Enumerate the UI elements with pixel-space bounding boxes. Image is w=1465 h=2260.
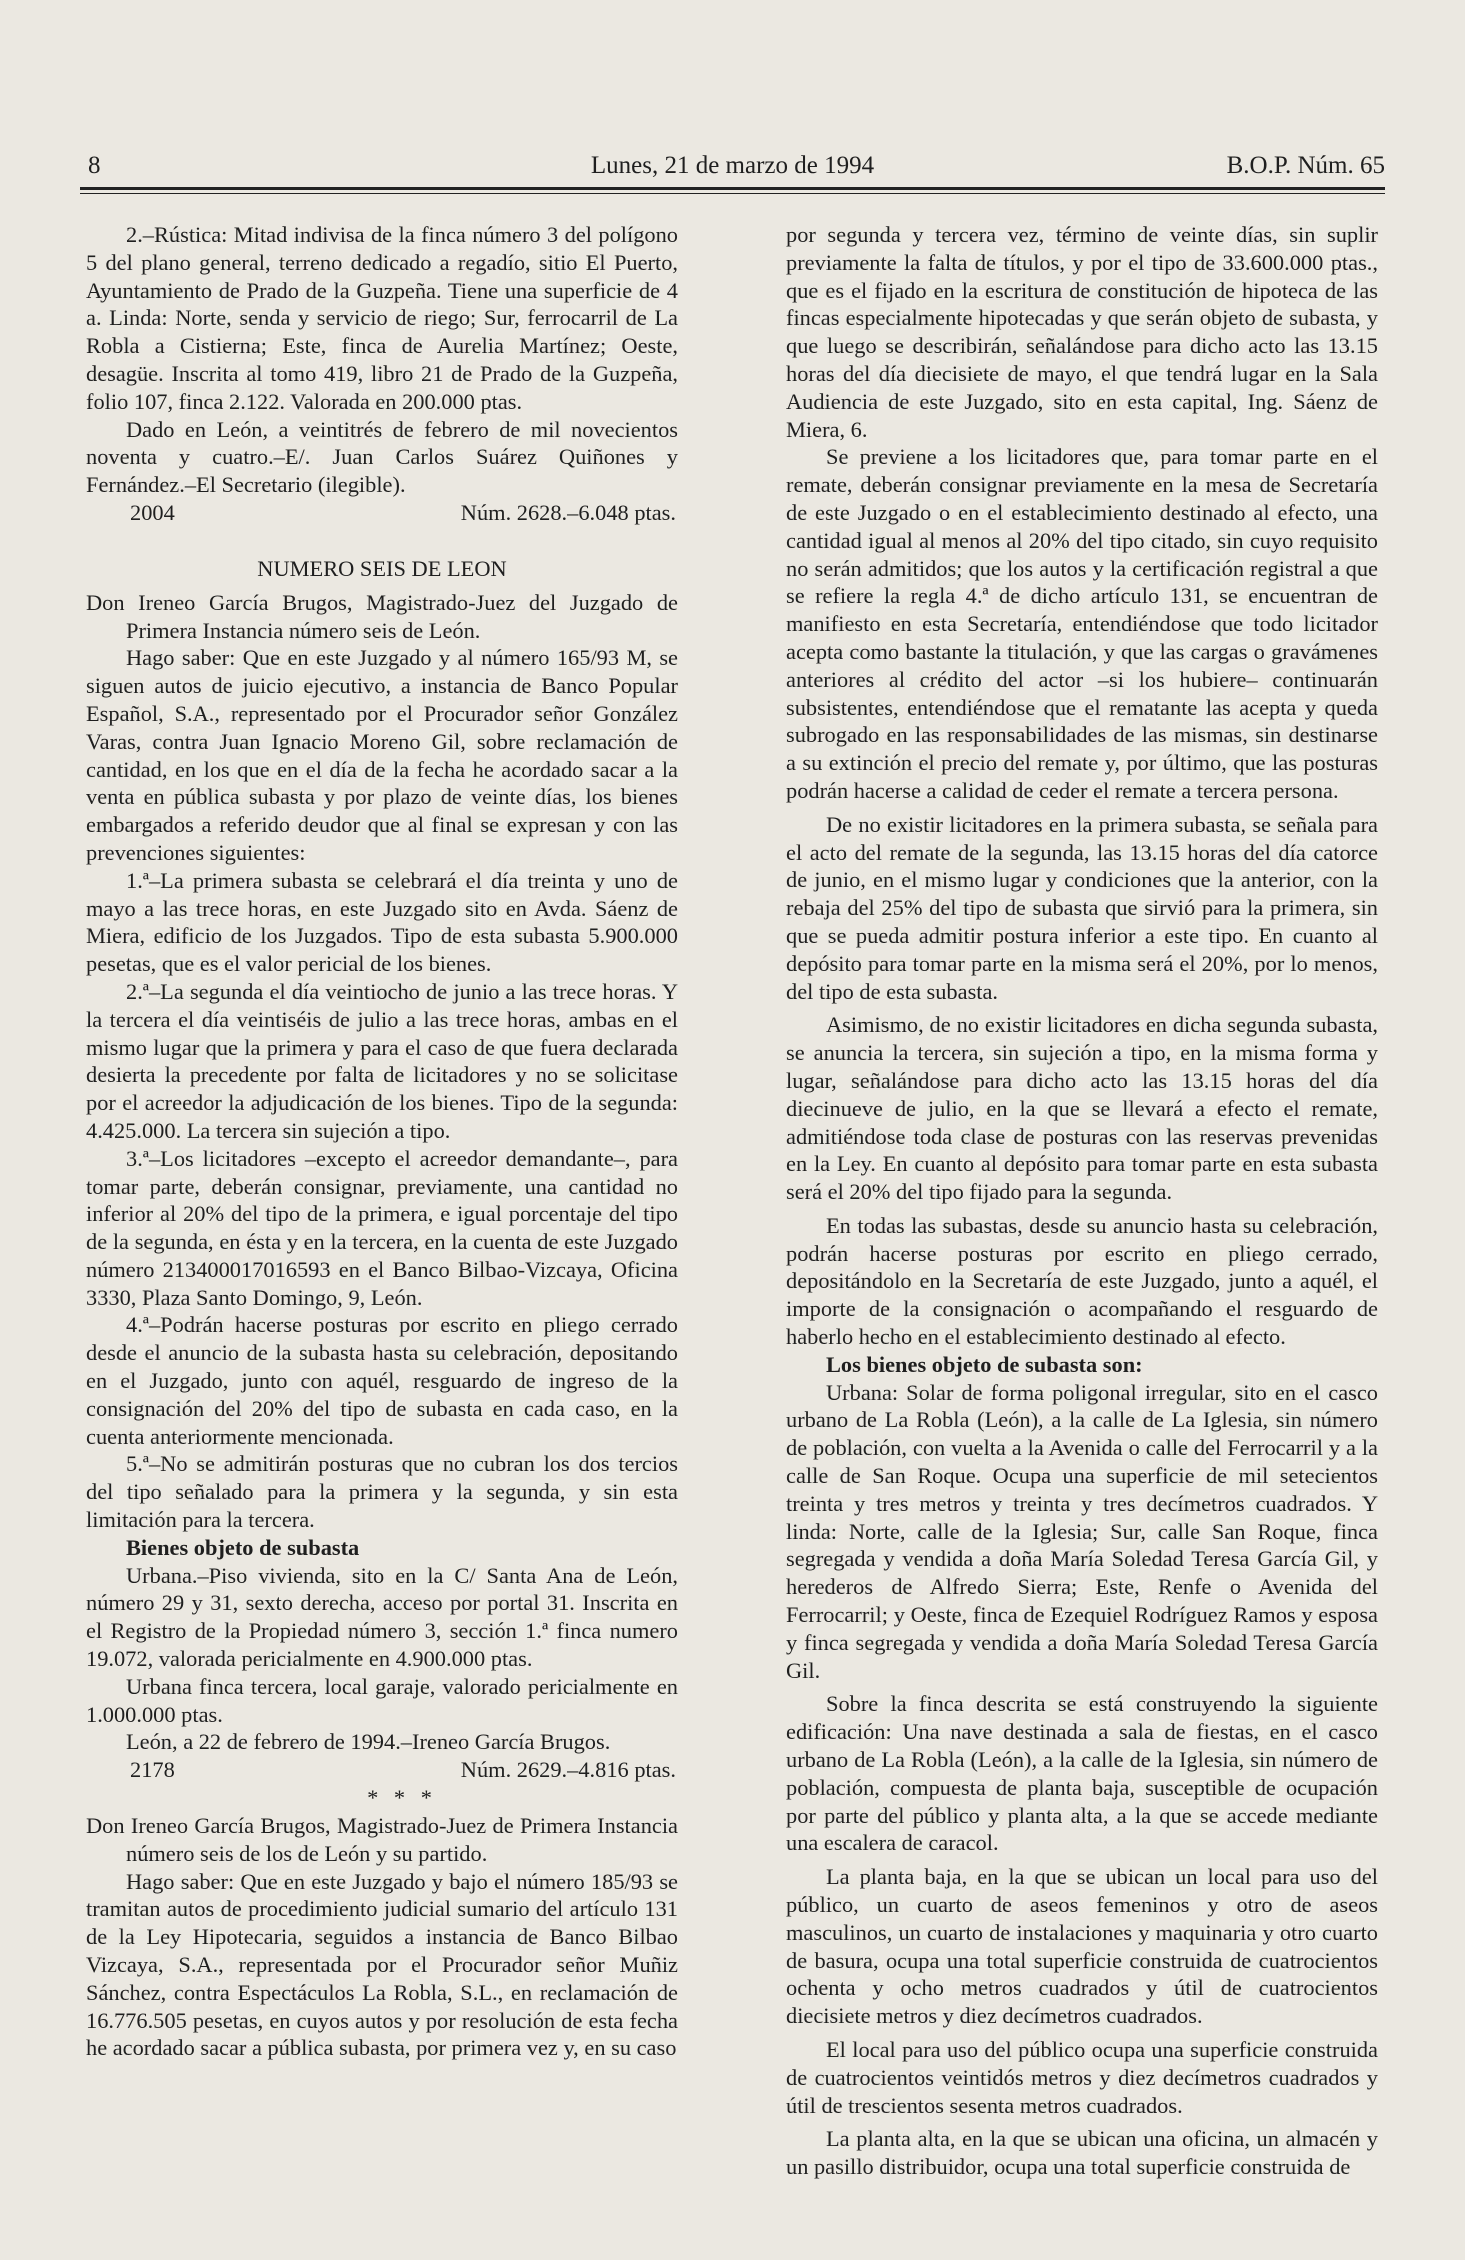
page-number: 8 bbox=[88, 152, 101, 179]
paragraph: La planta baja, en la que se ubican un local para uso del público, un cuarto de aseos femeninos y otro de aseos masculinos, un cuarto de instalaciones y maquinaria y otro cuarto de basura, ocupa una total superficie construida de cuatrocientos ochenta y ocho metros cuadrados y útil de cuatrocientos diecisiete metros y diez decímetros cuadrados. bbox=[786, 1864, 1378, 2029]
paragraph: Se previene a los licitadores que, para tomar parte en el remate, deberán consignar previamente en la mesa de Secretaría de este Juzgado o en el establecimiento destinado al efecto, una cantidad igual al menos al 20% del tipo citado, sin cuyo requisito no serán admitidos; que los autos y la certificación registral a que se refiere la regla 4.ª de dicho artículo 131, se encuentran de manifiesto en esta Secretaría, entendiéndose que todo licitador acepta como bastante la titulación, y que las cargas o gravámenes anteriores al crédito del actor –si los hubiere– continuarán subsistentes, entendiéndose que el rematante las acepta y queda subrogado en las responsabilidades de las mismas, sin destinarse a su extinción el precio del remate y, por último, que las posturas podrán hacerse a calidad de ceder el remate a tercera persona. bbox=[786, 444, 1378, 803]
header-rule-thick bbox=[80, 187, 1385, 190]
page-header bbox=[80, 152, 1385, 192]
right-column bbox=[786, 221, 1378, 2181]
judge-heading: Don Ireneo García Brugos, Magistrado-Juez de Primera Instancia número seis de los de León y su partido. bbox=[86, 1813, 678, 1866]
paragraph: Hago saber: Que en este Juzgado y al número 165/93 M, se siguen autos de juicio ejecutivo, a instancia de Banco Popular Español, S.A., representado por el Procurador señor González Varas, contra Juan Ignacio Moreno Gil, sobre reclamación de cantidad, en los que en el día de la fecha he acordado sacar a la venta en pública subasta y por plazo de veinte días, los bienes embargados a referido deudor que al final se expresan y con las prevenciones siguientes: bbox=[86, 645, 678, 865]
bulletin-number: B.O.P. Núm. 65 bbox=[1226, 152, 1385, 179]
reference-number: 2178 bbox=[130, 1757, 175, 1783]
paragraph: 2.ª–La segunda el día veintiocho de junio a las trece horas. Y la tercera el día veintiséis de julio a las trece horas, ambas en el mismo lugar que la primera y para el caso de que fuera declarada desierta la precedente por falta de licitadores y no se solicitase por el acreedor la adjudicación de los bienes. Tipo de la segunda: 4.425.000. La tercera sin sujeción a tipo. bbox=[86, 978, 678, 1143]
paragraph: En todas las subastas, desde su anuncio hasta su celebración, podrán hacerse posturas por escrito en pliego cerrado, depositándolo en la Secretaría de este Juzgado, junto a aquél, el importe de la consignación o acompañando el resguardo de haberlo hecho en el establecimiento destinado al efecto. bbox=[786, 1212, 1378, 1350]
paragraph: Hago saber: Que en este Juzgado y bajo el número 185/93 se tramitan autos de procedimiento judicial sumario del artículo 131 de la Ley Hipotecaria, seguidos a instancia de Banco Bilbao Vizcaya, S.A., representada por el Procurador señor Muñiz Sánchez, contra Espectáculos La Robla, S.L., en reclamación de 16.776.505 pesetas, en cuyos autos y por resolución de esta fecha he acordado sacar a pública subasta, por primera vez y, en su caso bbox=[86, 1868, 678, 2061]
paragraph: La planta alta, en la que se ubican una oficina, un almacén y un pasillo distribuidor, ocupa una total superficie construida de bbox=[786, 2126, 1378, 2180]
left-column bbox=[86, 221, 678, 2062]
reference-amount: Núm. 2629.–4.816 ptas. bbox=[460, 1757, 676, 1783]
header-rule-thin bbox=[80, 193, 1385, 194]
paragraph: León, a 22 de febrero de 1994.–Ireneo García Brugos. bbox=[126, 1729, 611, 1755]
reference-line bbox=[86, 1756, 678, 1784]
spacer bbox=[86, 527, 678, 541]
reference-number: 2004 bbox=[130, 499, 175, 525]
paragraph: De no existir licitadores en la primera subasta, se señala para el acto del remate de la segunda, las 13.15 horas del día catorce de junio, en el mismo lugar y condiciones que la anterior, con la rebaja del 25% del tipo de subasta que sirvió para la primera, sin que se pueda admitir postura inferior a este tipo. En cuanto al depósito para tomar parte en la misma será el 20%, por lo menos, del tipo de esta subasta. bbox=[786, 811, 1378, 1004]
paragraph: El local para uso del público ocupa una superficie construida de cuatrocientos veintidós metros y diez decímetros cuadrados y útil de trescientos sesenta metros cuadrados. bbox=[786, 2037, 1378, 2118]
separator: * * * bbox=[367, 1785, 437, 1811]
judge-heading: Don Ireneo García Brugos, Magistrado-Juez del Juzgado de Primera Instancia número seis de León. bbox=[86, 589, 678, 643]
paragraph: Urbana finca tercera, local garaje, valorado pericialmente en 1.000.000 ptas. bbox=[86, 1673, 678, 1727]
bienes-heading: Los bienes objeto de subasta son: bbox=[826, 1351, 1143, 1377]
paragraph: Dado en León, a veintitrés de febrero de mil novecientos noventa y cuatro.–E/. Juan Carlos Suárez Quiñones y Fernández.–El Secretario (ilegible). bbox=[86, 416, 678, 498]
section-title: NUMERO SEIS DE LEON bbox=[257, 555, 507, 581]
paragraph: Urbana: Solar de forma poligonal irregular, sito en el casco urbano de La Robla (León), a la calle de La Iglesia, sin número de población, con vuelta a la Avenida o calle del Ferrocarril y a la calle de San Roque. Ocupa una superficie de mil setecientos treinta y tres metros y treinta y tres decímetros cuadrados. Y linda: Norte, calle de la Iglesia; Sur, calle San Roque, finca segregada y vendida a doña María Soledad Teresa García Gil, y herederos de Alfredo Sierra; Este, Renfe o Avenida del Ferrocarril; y Oeste, finca de Ezequiel Rodríguez Ramos y esposa y finca segregada y vendida a doña María Soledad Teresa García Gil. bbox=[786, 1379, 1378, 1683]
paragraph: 2.–Rústica: Mitad indivisa de la finca número 3 del polígono 5 del plano general, terreno dedicado a regadío, sitio El Puerto, Ayuntamiento de Prado de la Guzpeña. Tiene una superficie de 4 a. Linda: Norte, senda y servicio de riego; Sur, ferrocarril de La Robla a Cistierna; Este, finca de Aurelia Martínez; Oeste, desagüe. Inscrita al tomo 419, libro 21 de Prado de la Guzpeña, folio 107, finca 2.122. Valorada en 200.000 ptas. bbox=[86, 222, 678, 414]
reference-line bbox=[86, 499, 678, 527]
issue-date: Lunes, 21 de marzo de 1994 bbox=[590, 152, 875, 179]
spacer bbox=[86, 541, 678, 555]
reference-amount: Núm. 2628.–6.048 ptas. bbox=[460, 499, 676, 525]
paragraph: Urbana.–Piso vivienda, sito en la C/ Santa Ana de León, número 29 y 31, sexto derecha, acceso por portal 31. Inscrita en el Registro de la Propiedad número 3, sección 1.ª finca numero 19.072, valorada pericialmente en 4.900.000 ptas. bbox=[86, 1562, 678, 1672]
paragraph: 5.ª–No se admitirán posturas que no cubran los dos tercios del tipo señalado para la primera y la segunda, y sin esta limitación para la tercera. bbox=[86, 1451, 678, 1533]
paragraph: por segunda y tercera vez, término de veinte días, sin suplir previamente la falta de títulos, y por el tipo de 33.600.000 ptas., que es el fijado en la escritura de constitución de hipoteca de las fincas especialmente hipotecadas y que serán objeto de subasta, y que luego se describirán, señalándose para dicho acto las 13.15 horas del día diecisiete de mayo, el que tendrá lugar en la Sala Audiencia de este Juzgado, sito en esta capital, Ing. Sáenz de Miera, 6. bbox=[786, 222, 1378, 442]
paragraph: Sobre la finca descrita se está construyendo la siguiente edificación: Una nave destinada a sala de fiestas, en el casco urbano de La Robla (León), a la calle de la Iglesia, sin número de población, compuesta de planta baja, susceptible de ocupación por parte del público y planta alta, a la que se accede mediante una escalera de caracol. bbox=[786, 1691, 1378, 1856]
paragraph: 3.ª–Los licitadores –excepto el acreedor demandante–, para tomar parte, deberán consignar, previamente, una cantidad no inferior al 20% del tipo de la primera, e igual porcentaje del tipo de la segunda, en ésta y en la tercera, en la cuenta de este Juzgado número 213400017016593 en el Banco Bilbao-Vizcaya, Oficina 3330, Plaza Santo Domingo, 9, León. bbox=[86, 1145, 678, 1310]
paragraph: 4.ª–Podrán hacerse posturas por escrito en pliego cerrado desde el anuncio de la subasta hasta su celebración, depositando en el Juzgado, junto con aquél, resguardo de ingreso de la consignación del 20% del tipo de subasta en cada caso, en la cuenta anteriormente mencionada. bbox=[86, 1312, 678, 1449]
paragraph: 1.ª–La primera subasta se celebrará el día treinta y uno de mayo a las trece horas, en este Juzgado sito en Avda. Sáenz de Miera, edificio de los Juzgados. Tipo de esta subasta 5.900.000 pesetas, que es el valor pericial de los bienes. bbox=[86, 867, 678, 977]
bienes-heading: Bienes objeto de subasta bbox=[126, 1534, 360, 1560]
paragraph: Asimismo, de no existir licitadores en dicha segunda subasta, se anuncia la tercera, sin sujeción a tipo, en la misma forma y lugar, señalándose para dicho acto las 13.15 horas del día diecinueve de julio, en la que se llevará a efecto el remate, admitiéndose toda clase de posturas con las reservas prevenidas en la Ley. En cuanto al depósito para tomar parte en esta subasta será el 20% del tipo fijado para la segunda. bbox=[786, 1012, 1378, 1205]
